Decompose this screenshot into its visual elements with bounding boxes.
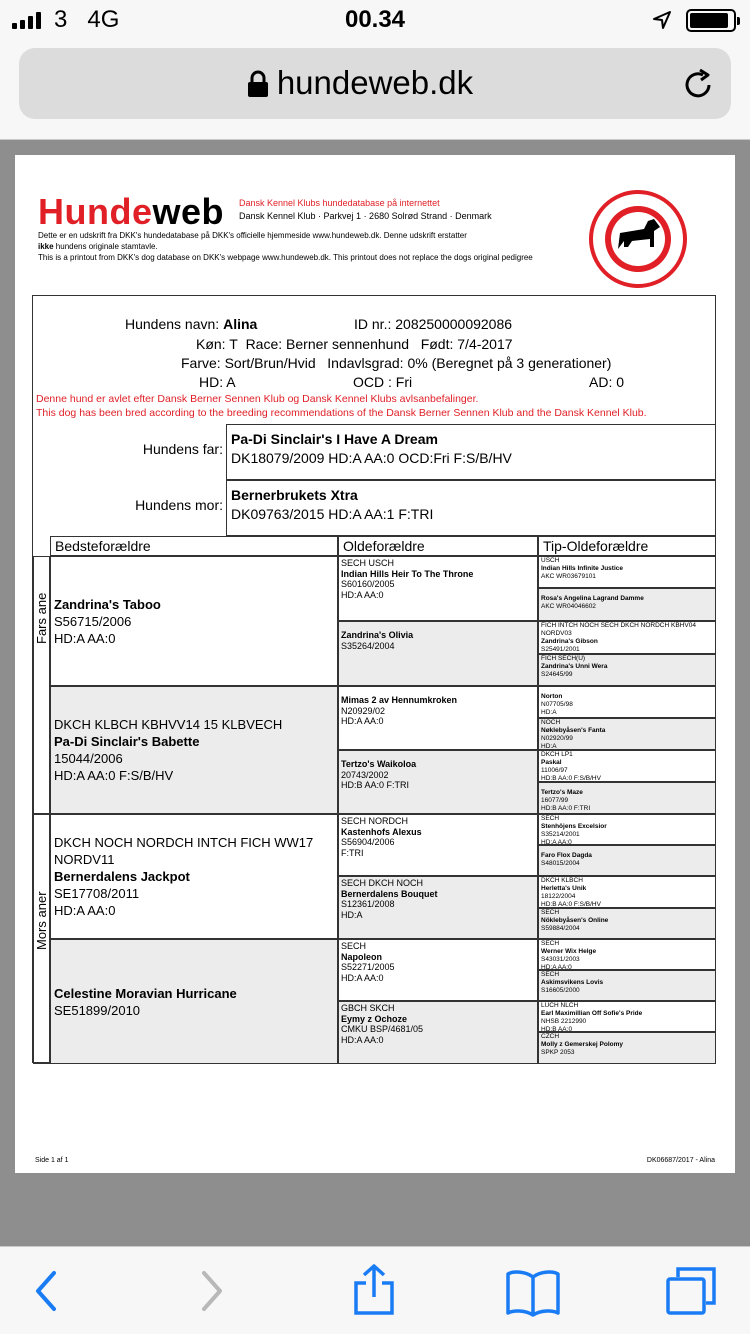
great-great-grandparent-reg: AKC WR03679101 bbox=[541, 573, 596, 580]
great-great-grandparent-name: Zandrina's Unni Wera bbox=[541, 663, 608, 670]
father-details: DK18079/2009 HD:A AA:0 OCD:Fri F:S/B/HV bbox=[231, 450, 512, 466]
great-great-grandparent-name: Molly z Gemerskej Polomy bbox=[541, 1041, 624, 1048]
mother-label: Hundens mor: bbox=[135, 497, 223, 513]
great-grandparent-name: Zandrina's Olivia bbox=[341, 630, 414, 640]
dog-sex-breed-row: Køn: T Race: Berner sennenhund Født: 7/4-2017 bbox=[196, 336, 513, 352]
great-great-grandparent-titles: LUCH NLCH bbox=[541, 1002, 579, 1009]
great-grandparent-titles: GBCH SKCH bbox=[341, 1003, 395, 1013]
status-bar bbox=[0, 0, 750, 40]
great-great-grandparent-cell bbox=[538, 845, 716, 876]
great-great-grandparent-reg: 18122/2004 bbox=[541, 893, 576, 900]
great-great-grandparent-reg: S43031/2003 bbox=[541, 956, 580, 963]
dog-ad-row: AD: 0 bbox=[589, 374, 625, 390]
great-grandparent-cell bbox=[338, 750, 538, 814]
great-great-grandparent-cell bbox=[538, 621, 716, 654]
great-great-grandparent-titles: SECH bbox=[541, 971, 560, 978]
great-great-grandparent-titles: CZCH bbox=[541, 1033, 560, 1040]
address-bar[interactable] bbox=[19, 48, 731, 119]
great-great-grandparent-name: Paskal bbox=[541, 759, 562, 766]
grandparent-health: HD:A AA:0 bbox=[54, 903, 116, 918]
great-great-grandparent-reg: S24645/99 bbox=[541, 671, 573, 678]
great-great-grandparent-titles: DKCH LP1 bbox=[541, 751, 573, 758]
mother-box bbox=[226, 480, 716, 536]
share-icon[interactable] bbox=[352, 1263, 396, 1317]
father-name: Pa-Di Sinclair's I Have A Dream bbox=[231, 431, 438, 447]
great-grandparent-cell bbox=[338, 814, 538, 876]
great-great-grandparent-name: Earl Maximillian Off Sofie's Pride bbox=[541, 1010, 643, 1017]
grandparent-cell bbox=[50, 939, 338, 1064]
tagline: Dansk Kennel Klub · Parkvej 1 · 2680 Solrød Strand · Denmark bbox=[239, 211, 492, 221]
great-great-grandparent-cell bbox=[538, 970, 716, 1001]
grandparent-reg: 15044/2006 bbox=[54, 751, 123, 766]
grandparent-name: Celestine Moravian Hurricane bbox=[54, 985, 237, 1001]
great-grandparent-cell bbox=[338, 876, 538, 939]
forward-icon[interactable] bbox=[198, 1269, 226, 1313]
great-grandparent-reg: S12361/2008 bbox=[341, 899, 395, 909]
great-grandparent-health: HD:A AA:0 bbox=[341, 972, 384, 983]
great-great-grandparent-name: Werner Wix Helge bbox=[541, 948, 597, 955]
great-great-grandparent-health: HD:B AA:0 bbox=[541, 1026, 573, 1032]
great-grandparent-health: HD:A AA:0 bbox=[341, 1034, 384, 1045]
great-great-grandparent-titles: FICH INTCH NOCH SECH DKCH NORDCH KBHV04 NORDV03 bbox=[541, 622, 696, 637]
great-grandparent-name: Kastenhofs Alexus bbox=[341, 826, 422, 837]
grandparent-reg: SE17708/2011 bbox=[54, 886, 140, 901]
great-grandparent-cell bbox=[338, 1001, 538, 1064]
great-grandparent-titles: SECH DKCH NOCH bbox=[341, 878, 424, 888]
location-arrow-icon bbox=[652, 10, 672, 30]
great-grandparent-health: HD:A AA:0 bbox=[341, 589, 384, 600]
great-great-grandparent-health: HD:B AA:0 F:S/B/HV bbox=[541, 775, 601, 782]
great-great-grandparent-name: Norton bbox=[541, 693, 563, 700]
great-grandparent-titles: SECH NORDCH bbox=[341, 816, 409, 826]
dog-name-row: Hundens navn: Alina bbox=[125, 316, 258, 332]
great-grandparent-health: HD:A bbox=[341, 909, 363, 920]
pedigree-frame bbox=[32, 295, 716, 1063]
great-great-grandparent-cell bbox=[538, 814, 716, 845]
great-great-grandparent-reg: SPKP 2053 bbox=[541, 1049, 575, 1056]
header-great-grandparents: Oldeforældre bbox=[338, 536, 538, 556]
great-grandparent-name: Bernerdalens Bouquet bbox=[341, 888, 438, 899]
dog-id-row: ID nr.: 208250000092086 bbox=[354, 316, 513, 332]
great-great-grandparent-cell bbox=[538, 588, 716, 621]
great-great-grandparent-reg: S35214/2001 bbox=[541, 831, 580, 838]
great-grandparent-reg: S35264/2004 bbox=[341, 640, 395, 651]
great-great-grandparent-name: Nöklebyåsen's Online bbox=[541, 917, 609, 924]
great-grandparent-name: Tertzo's Waikoloa bbox=[341, 759, 417, 769]
great-great-grandparent-cell bbox=[538, 939, 716, 970]
great-grandparent-reg: CMKU BSP/4681/05 bbox=[341, 1024, 424, 1034]
grandparent-cell bbox=[50, 686, 338, 814]
great-great-grandparent-titles: SECH bbox=[541, 815, 560, 822]
reload-icon[interactable] bbox=[681, 68, 715, 102]
great-great-grandparent-cell bbox=[538, 1032, 716, 1064]
grandparent-titles: DKCH KLBCH KBHVV14 15 KLBVECH bbox=[54, 717, 283, 732]
dkk-seal-logo bbox=[588, 189, 688, 289]
great-great-grandparent-health: HD:B AA:0 F:S/B/HV bbox=[541, 901, 601, 908]
great-great-grandparent-health: HD:B AA:0 F:TRI bbox=[541, 805, 591, 812]
tabs-icon[interactable] bbox=[664, 1265, 718, 1317]
great-great-grandparent-name: Rosa's Angelina Lagrand Damme bbox=[541, 595, 644, 602]
great-great-grandparent-cell bbox=[538, 908, 716, 939]
carrier-label: 3 4G bbox=[54, 6, 120, 33]
great-great-grandparent-reg: NHSB 2212990 bbox=[541, 1018, 587, 1025]
great-great-grandparent-name: Indian Hills Infinite Justice bbox=[541, 565, 623, 572]
dog-color-row: Farve: Sort/Brun/Hvid Indavlsgrad: 0% (Beregnet på 3 generationer) bbox=[181, 355, 612, 371]
great-great-grandparent-reg: S48015/2004 bbox=[541, 860, 580, 867]
great-grandparent-cell bbox=[338, 686, 538, 750]
disclaimer: Dette er en udskrift fra DKK's hundedatabase på DKK's officielle hjemmeside www.hundeweb.dk. Denne udskrift erstatter ikke hundens originale stamtavle. This is a printout from DKK's dog database on DKK's webpage www.hundeweb.dk. This printout does not replace the dogs original pedigree bbox=[38, 231, 533, 262]
great-great-grandparent-reg: S25491/2001 bbox=[541, 646, 580, 653]
tagline-red: Dansk Kennel Klubs hundedatabase på internettet bbox=[239, 198, 440, 208]
browser-toolbar bbox=[0, 1246, 750, 1334]
great-great-grandparent-cell bbox=[538, 718, 716, 750]
grandparent-cell bbox=[50, 814, 338, 939]
grandparent-titles: DKCH NOCH NORDCH INTCH FICH WW17 NORDV11 bbox=[54, 835, 314, 867]
great-grandparent-cell bbox=[338, 621, 538, 686]
great-grandparent-titles: SECH USCH bbox=[341, 558, 395, 568]
great-great-grandparent-cell bbox=[538, 1001, 716, 1032]
great-great-grandparent-name: Zandrina's Gibson bbox=[541, 638, 598, 645]
dog-hd-row: HD: A bbox=[199, 374, 236, 390]
great-great-grandparent-titles: FICH SECH(U) bbox=[541, 655, 586, 662]
great-great-grandparent-name: Tertzo's Maze bbox=[541, 789, 583, 796]
great-great-grandparent-health: HD:A AA:0 bbox=[541, 964, 572, 970]
great-grandparent-name: Napoleon bbox=[341, 951, 383, 962]
great-great-grandparent-titles: NOCH bbox=[541, 719, 561, 726]
great-great-grandparent-reg: 16077/99 bbox=[541, 797, 569, 804]
great-great-grandparent-cell bbox=[538, 876, 716, 908]
great-grandparent-health: HD:A AA:0 bbox=[341, 716, 384, 726]
great-great-grandparent-health: HD:A AA:0 bbox=[541, 839, 572, 845]
grandparent-reg: SE51899/2010 bbox=[54, 1002, 141, 1018]
father-box bbox=[226, 424, 716, 480]
great-grandparent-cell bbox=[338, 939, 538, 1001]
hundeweb-logo: Hundeweb bbox=[38, 191, 225, 232]
mothers-side-label: Mors aner bbox=[34, 891, 49, 950]
footer-page: Side 1 af 1 bbox=[35, 1157, 69, 1164]
back-icon[interactable] bbox=[32, 1269, 60, 1313]
browser-top-bar bbox=[0, 0, 750, 140]
great-great-grandparent-name: Askimsvikens Lovis bbox=[541, 979, 604, 986]
pedigree-grid bbox=[33, 536, 716, 1064]
great-great-grandparent-cell bbox=[538, 782, 716, 814]
great-grandparent-titles: SECH bbox=[341, 941, 367, 951]
grandparent-health: HD:A AA:0 F:S/B/HV bbox=[54, 768, 174, 783]
bookmarks-icon[interactable] bbox=[505, 1269, 561, 1317]
header-grandparents: Bedsteforældre bbox=[50, 536, 338, 556]
mother-details: DK09763/2015 HD:A AA:1 F:TRI bbox=[231, 506, 434, 522]
great-great-grandparent-reg: 11006/97 bbox=[541, 767, 568, 774]
grandparent-cell bbox=[50, 556, 338, 686]
dog-ocd-row: OCD : Fri bbox=[353, 374, 413, 390]
breeding-warning-da: Denne hund er avlet efter Dansk Berner Sennen Klub og Dansk Kennel Klubs avlsanbefalinger. bbox=[36, 393, 479, 405]
great-great-grandparent-cell bbox=[538, 750, 716, 782]
great-great-grandparent-name: Nøklebyåsen's Fanta bbox=[541, 727, 606, 734]
breeding-warning-en: This dog has been bred according to the breeding recommendations of the Dansk Berner Sennen Klub and the Dansk Kennel Klub. bbox=[36, 407, 647, 419]
great-grandparent-name: Indian Hills Heir To The Throne bbox=[341, 568, 474, 579]
great-great-grandparent-titles: SECH bbox=[541, 940, 560, 947]
grandparent-reg: S56715/2006 bbox=[54, 613, 132, 629]
great-grandparent-name: Mimas 2 av Hennumkroken bbox=[341, 695, 458, 705]
father-label: Hundens far: bbox=[142, 441, 223, 457]
great-grandparent-cell bbox=[338, 556, 538, 621]
great-grandparent-name: Eymy z Ochoze bbox=[341, 1013, 408, 1024]
great-great-grandparent-cell bbox=[538, 556, 716, 588]
status-time: 00.34 bbox=[344, 6, 406, 33]
great-grandparent-reg: 20743/2002 bbox=[341, 769, 389, 780]
great-great-grandparent-titles: SECH bbox=[541, 909, 560, 916]
header-great-great: Tip-Oldeforældre bbox=[538, 536, 716, 556]
grandparent-name: Bernerdalens Jackpot bbox=[54, 869, 190, 884]
great-grandparent-health: HD:B AA:0 F:TRI bbox=[341, 780, 410, 790]
great-great-grandparent-titles: USCH bbox=[541, 557, 560, 564]
great-grandparent-reg: S52271/2005 bbox=[341, 962, 395, 972]
mother-name: Bernerbrukets Xtra bbox=[231, 487, 358, 503]
grandparent-name: Zandrina's Taboo bbox=[54, 596, 161, 612]
great-grandparent-reg: S56904/2006 bbox=[341, 837, 395, 847]
grandparent-health: HD:A AA:0 bbox=[54, 630, 116, 646]
great-great-grandparent-reg: AKC WR04046602 bbox=[541, 603, 596, 610]
great-great-grandparent-reg: N07705/98 bbox=[541, 701, 573, 708]
great-grandparent-reg: N20929/02 bbox=[341, 705, 386, 716]
great-great-grandparent-name: Faro Flox Dagda bbox=[541, 852, 592, 859]
great-grandparent-health: F:TRI bbox=[341, 847, 364, 858]
battery-icon bbox=[686, 9, 736, 32]
great-grandparent-reg: S60160/2005 bbox=[341, 579, 395, 589]
great-great-grandparent-name: Stenhöjens Excelsior bbox=[541, 823, 607, 830]
great-great-grandparent-reg: N02920/99 bbox=[541, 735, 573, 742]
great-great-grandparent-cell bbox=[538, 654, 716, 686]
url-text: hundeweb.dk bbox=[276, 64, 474, 101]
great-great-grandparent-titles: DKCH KLBCH bbox=[541, 877, 583, 884]
great-great-grandparent-cell bbox=[538, 686, 716, 718]
fathers-side-label: Fars ane bbox=[34, 592, 49, 644]
great-great-grandparent-name: Herletta's Unik bbox=[541, 885, 587, 892]
great-great-grandparent-health: HD:A bbox=[541, 709, 557, 716]
grandparent-name: Pa-Di Sinclair's Babette bbox=[54, 734, 200, 749]
great-great-grandparent-reg: S16605/2000 bbox=[541, 987, 580, 994]
pedigree-document bbox=[15, 155, 735, 1173]
great-great-grandparent-health: HD:A bbox=[541, 743, 557, 750]
great-great-grandparent-reg: S59884/2004 bbox=[541, 925, 580, 932]
footer-reg: DK06687/2017 - Alina bbox=[646, 1157, 715, 1164]
